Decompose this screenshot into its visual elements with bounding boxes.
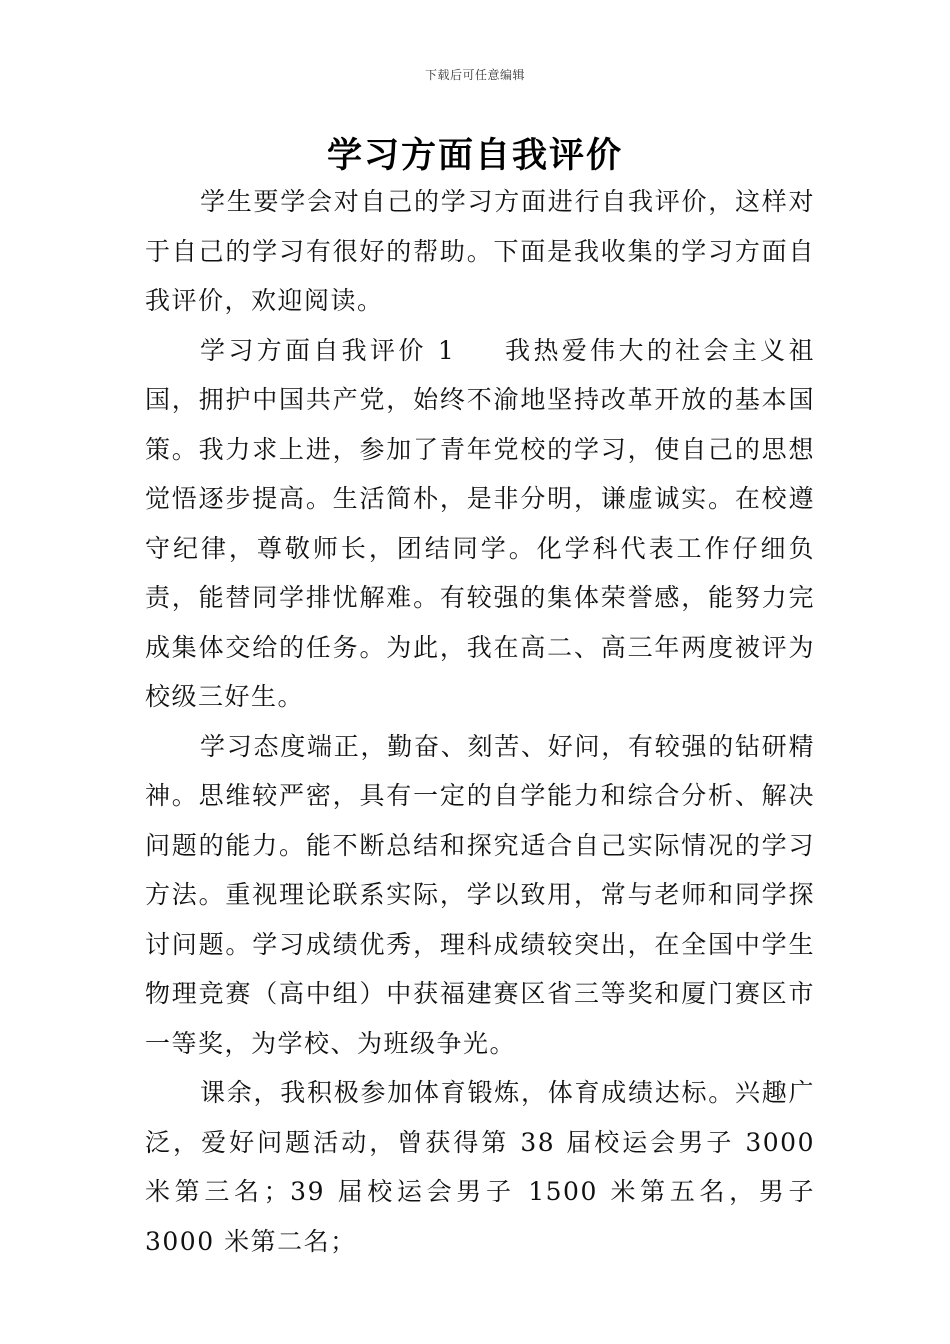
header-note: 下载后可任意编辑 [424, 68, 525, 82]
study-paragraph: 学习态度端正，勤奋、刻苦、好问，有较强的钻研精神。思维较严密，具有一定的自学能力和综合分析、解决问题的能力。能不断总结和探究适合自己实际情况的学习方法。重视理论联系实际，学以致用，常与老师和同学探讨问题。学习成绩优秀，理科成绩较突出，在全国中学生物理竞赛（高中组）中获福建赛区省三等奖和厦门赛区市一等奖，为学校、为班级争光。 [145, 731, 815, 1058]
document-title: 学习方面自我评价 [326, 136, 623, 176]
section-1-heading: 学习方面自我评价 1 [200, 335, 456, 365]
sports-paragraph: 课余，我积极参加体育锻炼，体育成绩达标。兴趣广泛，爱好问题活动，曾获得第 38 届校运会男子 3000 米第三名；39 届校运会男子 1500 米第五名，男子 3000 米第二名； [145, 1078, 815, 1256]
document-body [145, 177, 815, 1266]
section-1-paragraph [145, 326, 815, 722]
section-1-text: 我热爱伟大的社会主义祖国，拥护中国共产党，始终不渝地坚持改革开放的基本国策。我力求上进，参加了青年党校的学习，使自己的思想觉悟逐步提高。生活简朴，是非分明，谦虚诚实。在校遵守纪律，尊敬师长，团结同学。化学科代表工作仔细负责，能替同学排忧解难。有较强的集体荣誉感，能努力完成集体交给的任务。为此，我在高二、高三年两度被评为校级三好生。 [145, 335, 815, 711]
intro-paragraph: 学生要学会对自己的学习方面进行自我评价，这样对于自己的学习有很好的帮助。下面是我收集的学习方面自我评价，欢迎阅读。 [145, 187, 815, 315]
